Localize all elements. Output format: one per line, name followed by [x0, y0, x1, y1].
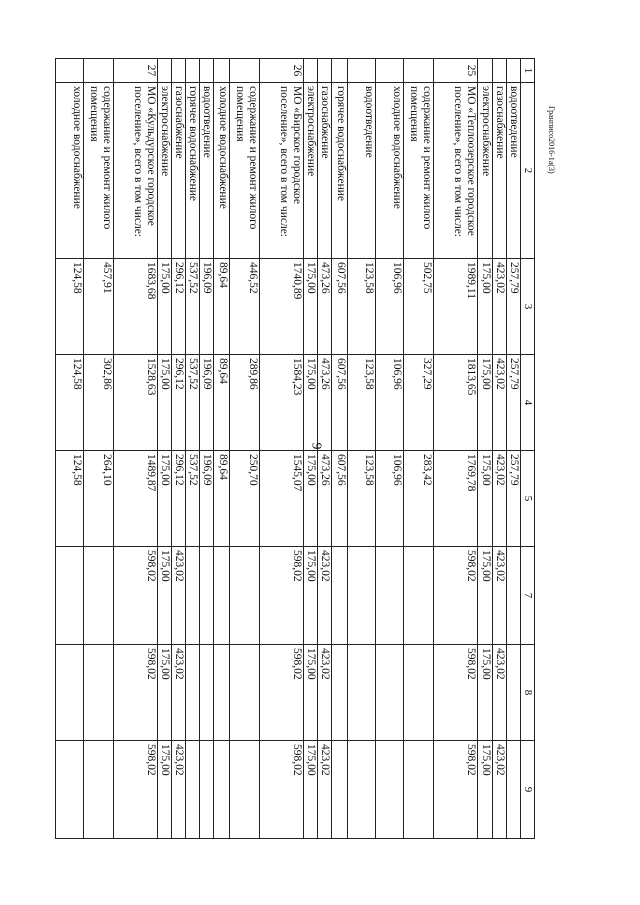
cell-c3: 537,52: [186, 259, 200, 355]
cell-c9: [56, 741, 84, 839]
col-header-4: 4: [521, 355, 535, 451]
cell-c3: 1740,89: [260, 259, 304, 355]
cell-name: холодное водоснабжение: [214, 83, 230, 259]
cell-c4: 1528,63: [114, 355, 158, 451]
cell-c9: [214, 741, 230, 839]
cell-c7: 423,02: [318, 547, 332, 645]
cell-c3: 502,75: [404, 259, 434, 355]
cell-c7: [56, 547, 84, 645]
cell-num: [172, 59, 186, 83]
tariff-table: [55, 58, 535, 839]
cell-c7: 423,02: [493, 547, 507, 645]
cell-c7: [186, 547, 200, 645]
cell-c4: 175,00: [478, 355, 493, 451]
table-row: [376, 59, 404, 839]
cell-c5: 196,09: [200, 451, 214, 547]
cell-c3: 124,58: [56, 259, 84, 355]
cell-c7: [200, 547, 214, 645]
table-row: [84, 59, 114, 839]
cell-c8: [507, 645, 521, 741]
cell-c7: [214, 547, 230, 645]
cell-c7: [376, 547, 404, 645]
cell-c3: 89,64: [214, 259, 230, 355]
table-row: [434, 59, 478, 839]
cell-c9: 423,02: [172, 741, 186, 839]
cell-c4: 123,58: [348, 355, 376, 451]
cell-c4: 1584,23: [260, 355, 304, 451]
cell-num: 25: [434, 59, 478, 83]
cell-c9: [404, 741, 434, 839]
cell-c5: 473,26: [318, 451, 332, 547]
cell-c5: 607,56: [332, 451, 348, 547]
cell-num: [348, 59, 376, 83]
cell-c4: 289,86: [230, 355, 260, 451]
cell-num: [507, 59, 521, 83]
cell-c4: 106,96: [376, 355, 404, 451]
cell-c3: 423,02: [493, 259, 507, 355]
cell-c5: 175,00: [478, 451, 493, 547]
cell-c4: 327,29: [404, 355, 434, 451]
cell-c5: 175,00: [158, 451, 172, 547]
cell-name: содержание и ремонт жилого помещения: [404, 83, 434, 259]
cell-c9: [376, 741, 404, 839]
cell-num: [186, 59, 200, 83]
cell-c7: 423,02: [172, 547, 186, 645]
cell-c9: [348, 741, 376, 839]
rotated-table-container: [71, 58, 535, 838]
cell-c3: 1683,68: [114, 259, 158, 355]
cell-c9: 598,02: [114, 741, 158, 839]
cell-name: электроснабжение: [478, 83, 493, 259]
cell-c3: 457,91: [84, 259, 114, 355]
cell-c7: [348, 547, 376, 645]
cell-c9: [200, 741, 214, 839]
cell-c5: 106,96: [376, 451, 404, 547]
cell-c8: [404, 645, 434, 741]
col-header-9: 9: [521, 741, 535, 839]
cell-name: электроснабжение: [158, 83, 172, 259]
col-header-1: 1: [521, 59, 535, 83]
cell-num: [84, 59, 114, 83]
cell-c3: 175,00: [478, 259, 493, 355]
col-header-3: 3: [521, 259, 535, 355]
cell-c5: 296,12: [172, 451, 186, 547]
cell-num: [478, 59, 493, 83]
cell-name: МО «Теплоозерское городское поселение», всего в том числе:: [434, 83, 478, 259]
cell-c3: 123,58: [348, 259, 376, 355]
cell-c5: 1769,78: [434, 451, 478, 547]
cell-num: [404, 59, 434, 83]
cell-num: [56, 59, 84, 83]
cell-c7: 598,02: [260, 547, 304, 645]
cell-c8: [332, 645, 348, 741]
cell-c8: 423,02: [493, 645, 507, 741]
cell-c5: 1545,07: [260, 451, 304, 547]
cell-c8: [348, 645, 376, 741]
cell-c8: [376, 645, 404, 741]
cell-c3: 106,96: [376, 259, 404, 355]
page-number: 9: [308, 442, 324, 450]
cell-c9: 423,02: [493, 741, 507, 839]
cell-c4: 175,00: [158, 355, 172, 451]
cell-name: электроснабжение: [304, 83, 318, 259]
cell-name: холодное водоснабжение: [56, 83, 84, 259]
cell-c8: 175,00: [304, 645, 318, 741]
cell-c4: 607,56: [332, 355, 348, 451]
table-row: [493, 59, 507, 839]
cell-c8: [230, 645, 260, 741]
cell-c7: [404, 547, 434, 645]
cell-c9: [186, 741, 200, 839]
cell-c9: 175,00: [158, 741, 172, 839]
cell-c9: [332, 741, 348, 839]
cell-c8: [84, 645, 114, 741]
col-header-7: 7: [521, 547, 535, 645]
cell-c8: [214, 645, 230, 741]
table-row: [158, 59, 172, 839]
cell-c7: 598,02: [434, 547, 478, 645]
cell-num: [230, 59, 260, 83]
cell-c7: 598,02: [114, 547, 158, 645]
cell-c5: 537,52: [186, 451, 200, 547]
cell-c5: 123,58: [348, 451, 376, 547]
cell-name: МО «Кульдурское городское поселение», всего в том числе:: [114, 83, 158, 259]
cell-c7: 175,00: [304, 547, 318, 645]
table-row: [230, 59, 260, 839]
cell-c4: 257,79: [507, 355, 521, 451]
cell-c3: 446,52: [230, 259, 260, 355]
cell-c9: 175,00: [478, 741, 493, 839]
cell-c5: 89,64: [214, 451, 230, 547]
col-header-8: 8: [521, 645, 535, 741]
table-row: [56, 59, 84, 839]
cell-num: [376, 59, 404, 83]
cell-c8: [56, 645, 84, 741]
cell-num: 27: [114, 59, 158, 83]
cell-c9: 598,02: [260, 741, 304, 839]
cell-c5: 124,58: [56, 451, 84, 547]
cell-c3: 196,09: [200, 259, 214, 355]
table-row: [404, 59, 434, 839]
cell-name: горячее водоснабжение: [186, 83, 200, 259]
table-row: [507, 59, 521, 839]
col-header-2: 2: [521, 83, 535, 259]
cell-c9: 423,02: [318, 741, 332, 839]
cell-num: 26: [260, 59, 304, 83]
header-row: [521, 59, 535, 839]
cell-c5: 257,79: [507, 451, 521, 547]
cell-num: [332, 59, 348, 83]
cell-c4: 1813,65: [434, 355, 478, 451]
cell-name: горячее водоснабжение: [332, 83, 348, 259]
table-row: [318, 59, 332, 839]
cell-c7: 175,00: [158, 547, 172, 645]
cell-c3: 175,00: [158, 259, 172, 355]
table-row: [214, 59, 230, 839]
cell-name: содержание и ремонт жилого помещения: [84, 83, 114, 259]
cell-c8: 423,02: [172, 645, 186, 741]
cell-c8: 175,00: [478, 645, 493, 741]
col-header-5: 5: [521, 451, 535, 547]
cell-name: холодное водоснабжение: [376, 83, 404, 259]
cell-c7: [332, 547, 348, 645]
cell-c3: 473,26: [318, 259, 332, 355]
cell-c4: 423,02: [493, 355, 507, 451]
cell-c9: 175,00: [304, 741, 318, 839]
table-row: [260, 59, 304, 839]
cell-c5: 283,42: [404, 451, 434, 547]
cell-num: [214, 59, 230, 83]
cell-c5: 175,00: [304, 451, 318, 547]
table-row: [332, 59, 348, 839]
cell-c9: 598,02: [434, 741, 478, 839]
table-row: [200, 59, 214, 839]
cell-c8: 175,00: [158, 645, 172, 741]
cell-c9: [230, 741, 260, 839]
table-row: [348, 59, 376, 839]
cell-name: газоснабжение: [318, 83, 332, 259]
cell-c7: [507, 547, 521, 645]
cell-num: [200, 59, 214, 83]
cell-c7: 175,00: [478, 547, 493, 645]
cell-name: водоотведение: [200, 83, 214, 259]
cell-c4: 89,64: [214, 355, 230, 451]
table-row: [304, 59, 318, 839]
cell-c8: 598,02: [114, 645, 158, 741]
cell-c7: [84, 547, 114, 645]
cell-c9: [84, 741, 114, 839]
cell-c5: 423,02: [493, 451, 507, 547]
cell-c4: 196,09: [200, 355, 214, 451]
cell-c4: 175,00: [304, 355, 318, 451]
cell-name: водоотведение: [507, 83, 521, 259]
cell-c3: 257,79: [507, 259, 521, 355]
cell-num: [304, 59, 318, 83]
footer-code: Гранписо2016-1а(3): [547, 106, 556, 174]
cell-c8: 423,02: [318, 645, 332, 741]
cell-c4: 124,58: [56, 355, 84, 451]
table-row: [172, 59, 186, 839]
cell-name: МО «Бирское городское поселение», всего в том числе:: [260, 83, 304, 259]
cell-name: водоотведение: [348, 83, 376, 259]
cell-c5: 1489,87: [114, 451, 158, 547]
cell-c3: 175,00: [304, 259, 318, 355]
cell-num: [493, 59, 507, 83]
cell-name: газоснабжение: [172, 83, 186, 259]
cell-c8: 598,02: [434, 645, 478, 741]
table-row: [114, 59, 158, 839]
cell-c3: 607,56: [332, 259, 348, 355]
table-row: [186, 59, 200, 839]
cell-c4: 296,12: [172, 355, 186, 451]
cell-c7: [230, 547, 260, 645]
cell-c4: 473,26: [318, 355, 332, 451]
cell-c4: 537,52: [186, 355, 200, 451]
cell-c9: [507, 741, 521, 839]
cell-c5: 250,70: [230, 451, 260, 547]
cell-num: [158, 59, 172, 83]
cell-c4: 302,86: [84, 355, 114, 451]
cell-c3: 296,12: [172, 259, 186, 355]
cell-num: [318, 59, 332, 83]
cell-name: газоснабжение: [493, 83, 507, 259]
cell-c8: 598,02: [260, 645, 304, 741]
table-row: [478, 59, 493, 839]
cell-c8: [186, 645, 200, 741]
cell-c5: 264,10: [84, 451, 114, 547]
cell-c8: [200, 645, 214, 741]
cell-name: содержание и ремонт жилого помещения: [230, 83, 260, 259]
cell-c3: 1989,11: [434, 259, 478, 355]
